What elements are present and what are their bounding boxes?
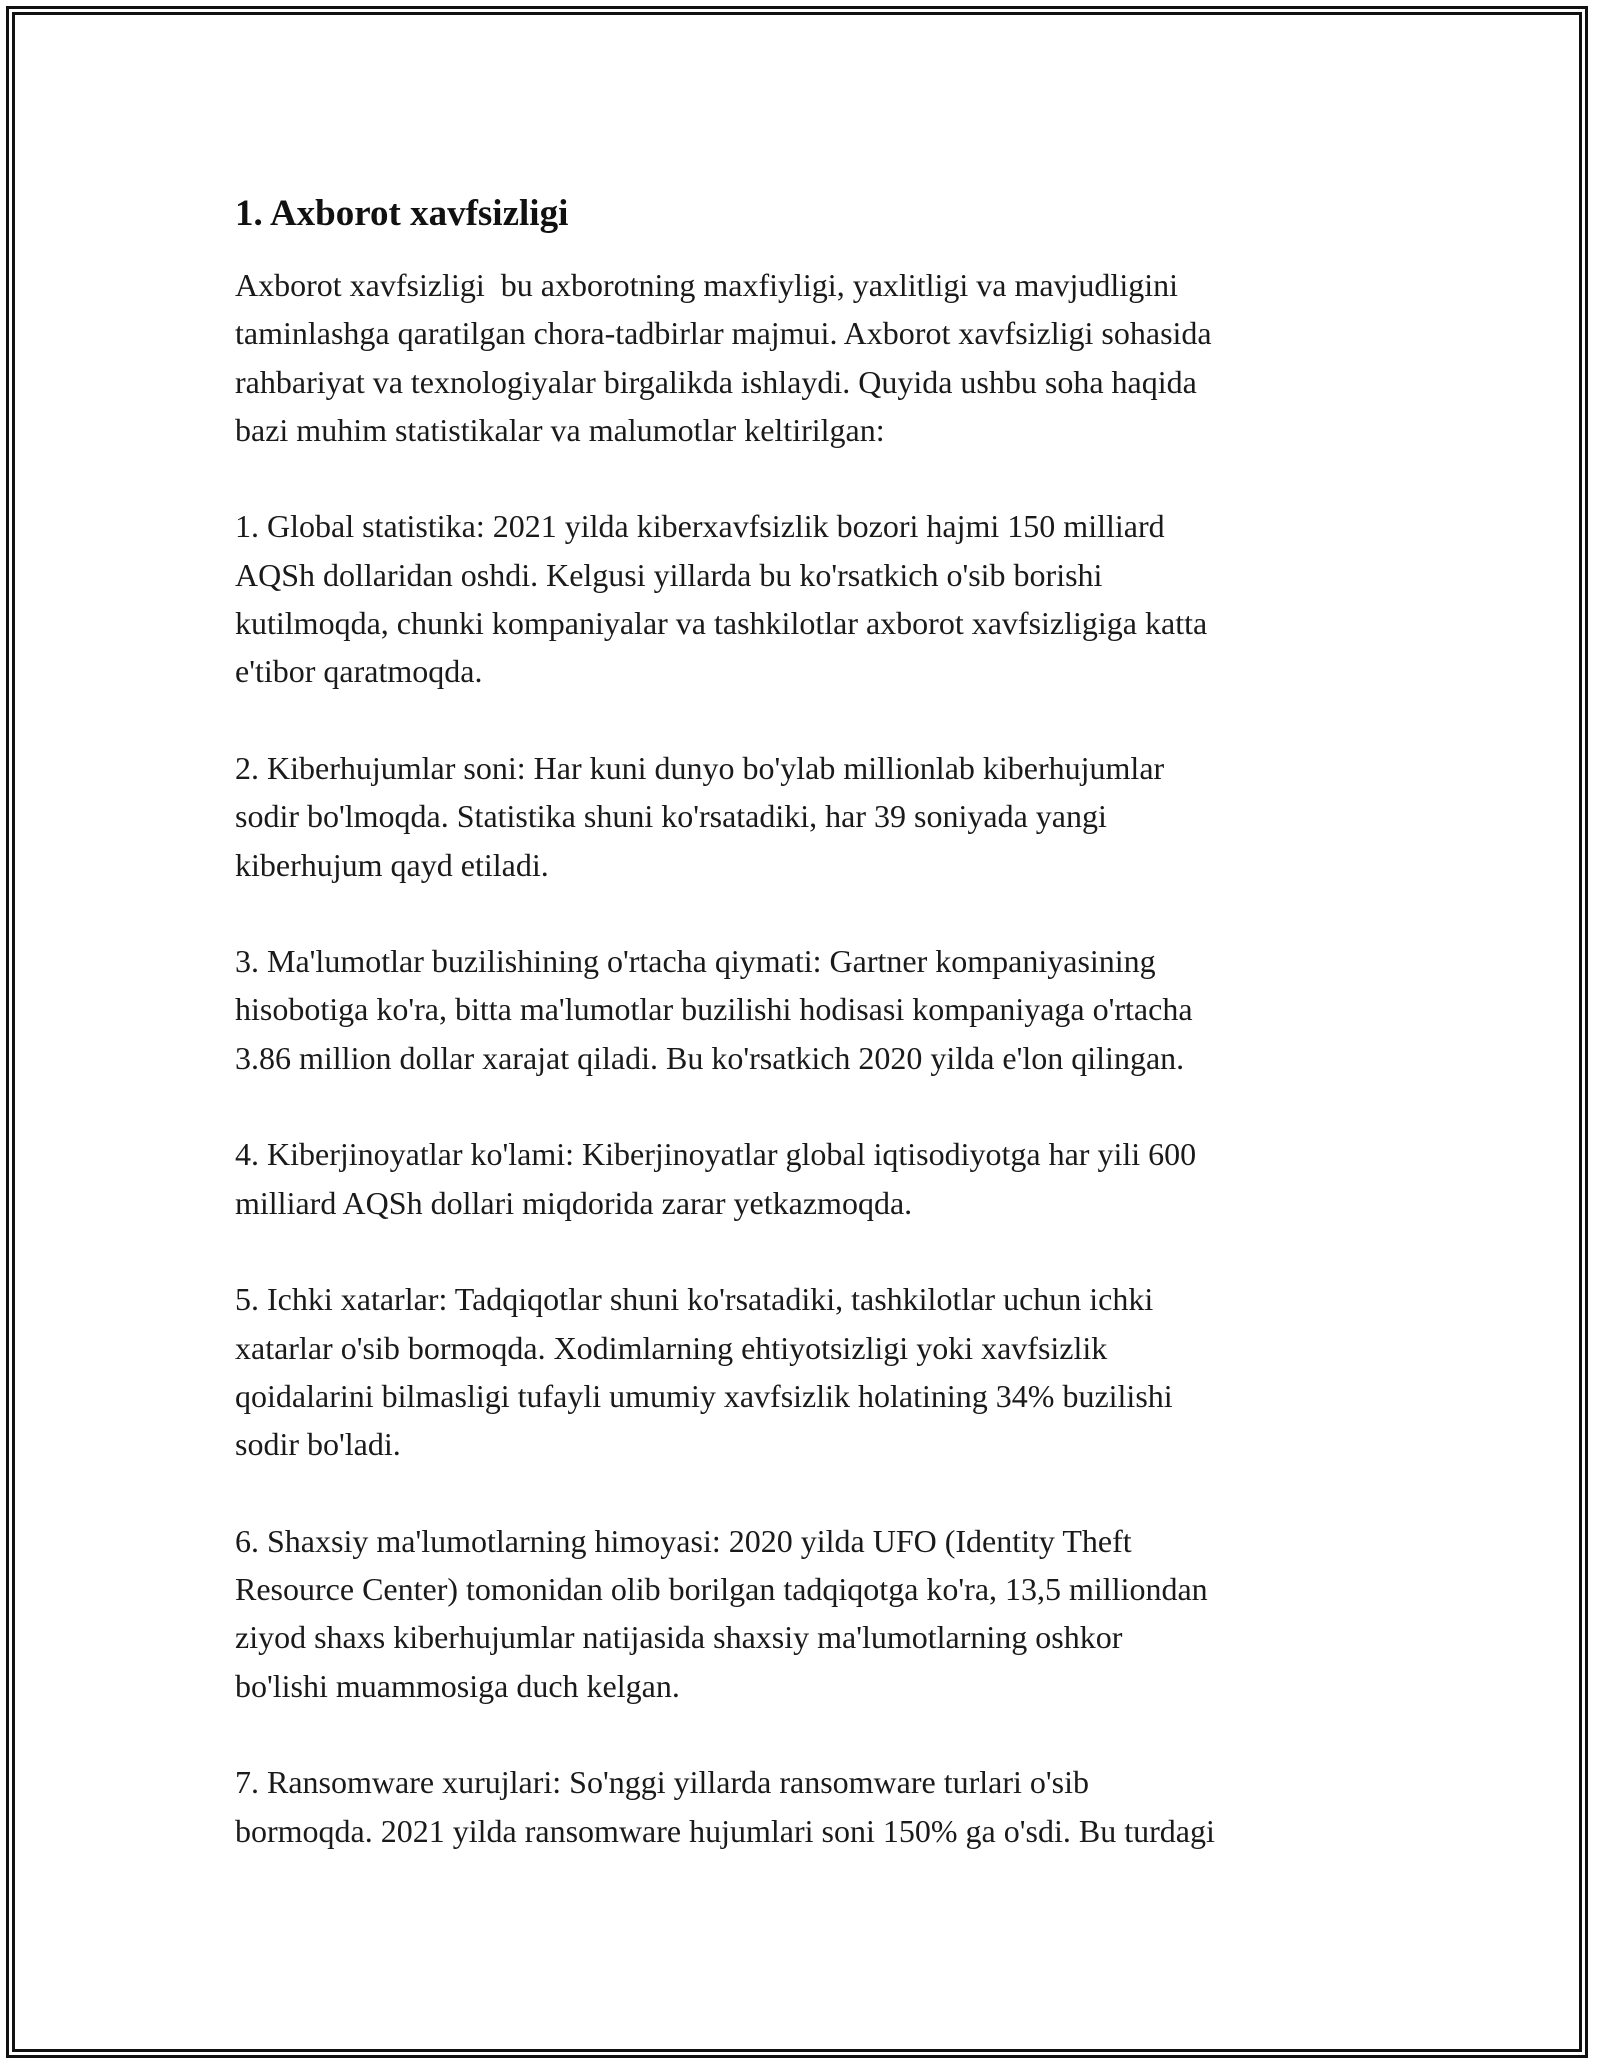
text-line: Axborot xavfsizligi bu axborotning maxfiyligi, yaxlitligi va mavjudligini bbox=[235, 267, 1178, 303]
paragraph-item-4 bbox=[235, 1130, 1365, 1227]
text-line: rahbariyat va texnologiyalar birgalikda ishlaydi. Quyida ushbu soha haqida bbox=[235, 363, 1197, 400]
text-line: 3. Ma'lumotlar buzilishining o'rtacha qiymati: Gartner kompaniyasining bbox=[235, 943, 1156, 980]
paragraph-item-7 bbox=[235, 1758, 1365, 1855]
text-line: 1. Global statistika: 2021 yilda kiberxavfsizlik bozori hajmi 150 milliard bbox=[235, 508, 1165, 545]
text-line: sodir bo'lmoqda. Statistika shuni ko'rsatadiki, har 39 soniyada yangi bbox=[235, 798, 1107, 835]
text-line: 7. Ransomware xurujlari: So'nggi yillarda ransomware turlari o'sib bbox=[235, 1764, 1089, 1801]
text-line: e'tibor qaratmoqda. bbox=[235, 653, 483, 690]
text-line: bormoqda. 2021 yilda ransomware hujumlari soni 150% ga o'sdi. Bu turdagi bbox=[235, 1812, 1215, 1849]
text-line: kiberhujum qayd etiladi. bbox=[235, 846, 549, 883]
text-line: hisobotiga ko'ra, bitta ma'lumotlar buzilishi hodisasi kompaniyaga o'rtacha bbox=[235, 991, 1193, 1028]
paragraph-item-2 bbox=[235, 744, 1365, 889]
text-line: 2. Kiberhujumlar soni: Har kuni dunyo bo'ylab millionlab kiberhujumlar bbox=[235, 749, 1165, 786]
paragraph-item-1 bbox=[235, 502, 1365, 695]
text-line: bo'lishi muammosiga duch kelgan. bbox=[235, 1667, 680, 1704]
text-line: sodir bo'ladi. bbox=[235, 1426, 401, 1463]
paragraph-item-5 bbox=[235, 1275, 1365, 1468]
text-line: 6. Shaxsiy ma'lumotlarning himoyasi: 2020 yilda UFO (Identity Theft bbox=[235, 1522, 1132, 1559]
text-line: xatarlar o'sib bormoqda. Xodimlarning ehtiyotsizligi yoki xavfsizlik bbox=[235, 1329, 1108, 1366]
text-line: 4. Kiberjinoyatlar ko'lami: Kiberjinoyatlar global iqtisodiyotga har yili 600 bbox=[235, 1136, 1197, 1173]
paragraph-item-3 bbox=[235, 937, 1365, 1082]
document-title: 1. Axborot xavfsizligi bbox=[235, 193, 569, 234]
text-line: bazi muhim statistikalar va malumotlar keltirilgan: bbox=[235, 411, 885, 448]
document-body bbox=[235, 187, 1365, 1903]
text-line: qoidalarini bilmasligi tufayli umumiy xavfsizlik holatining 34% buzilishi bbox=[235, 1377, 1173, 1414]
paragraph-item-6 bbox=[235, 1517, 1365, 1710]
text-line: 5. Ichki xatarlar: Tadqiqotlar shuni ko'rsatadiki, tashkilotlar uchun ichki bbox=[235, 1281, 1154, 1318]
text-line: Resource Center) tomonidan olib borilgan tadqiqotga ko'ra, 13,5 milliondan bbox=[235, 1571, 1208, 1608]
text-line: kutilmoqda, chunki kompaniyalar va tashkilotlar axborot xavfsizligiga katta bbox=[235, 605, 1208, 642]
text-line: milliard AQSh dollari miqdorida zarar yetkazmoqda. bbox=[235, 1184, 913, 1221]
text-line: 3.86 million dollar xarajat qiladi. Bu ko'rsatkich 2020 yilda e'lon qilingan. bbox=[235, 1039, 1185, 1076]
text-line: taminlashga qaratilgan chora-tadbirlar majmui. Axborot xavfsizligi sohasida bbox=[235, 315, 1212, 352]
paragraph-intro bbox=[235, 261, 1365, 454]
text-line: ziyod shaxs kiberhujumlar natijasida shaxsiy ma'lumotlarning oshkor bbox=[235, 1619, 1123, 1656]
text-line: AQSh dollaridan oshdi. Kelgusi yillarda bu ko'rsatkich o'sib borishi bbox=[235, 556, 1103, 593]
